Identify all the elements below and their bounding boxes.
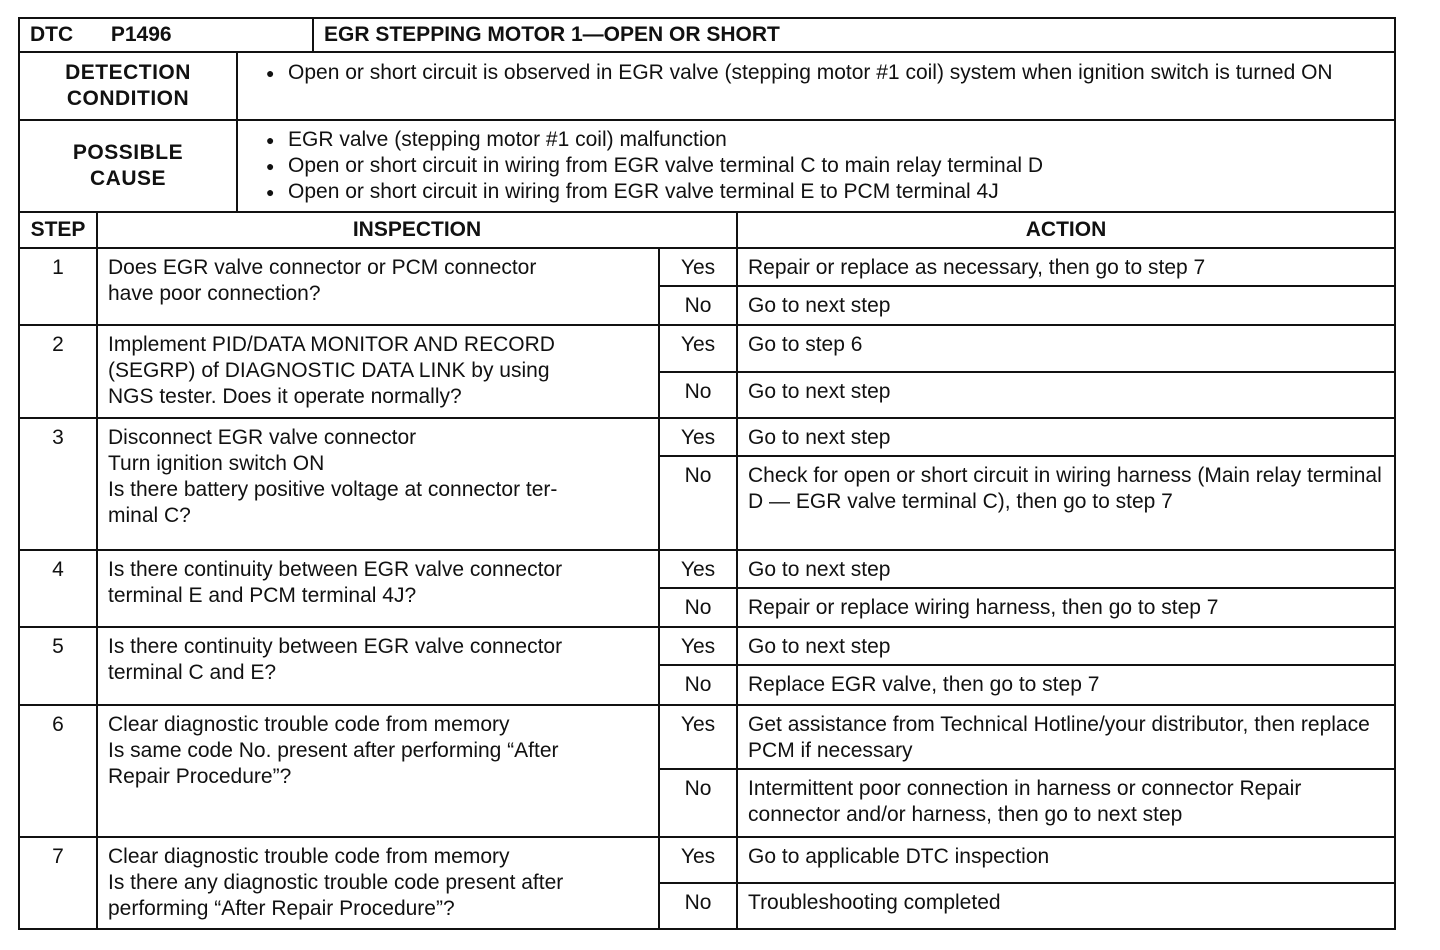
dtc-header-table [18,17,1396,53]
yes-action: Go to step 6 [737,325,1395,372]
step-number: 4 [19,550,97,627]
no-label: No [659,665,737,705]
no-label: No [659,769,737,837]
no-action: Repair or replace wiring harness, then go to step 7 [737,588,1395,627]
yes-label: Yes [659,418,737,456]
inspection-line: Is there any diagnostic trouble code present after [108,871,564,894]
cause-label-line2: CAUSE [89,167,166,190]
cause-label-line1: POSSIBLE [72,141,184,164]
possible-cause-label [19,120,237,212]
step-number: 7 [19,837,97,929]
step-inspection [97,248,659,325]
yes-action: Go to next step [737,550,1395,588]
dtc-code: P1496 [110,23,172,46]
inspection-line: Is there continuity between EGR valve connector [108,558,563,581]
inspection-line: Clear diagnostic trouble code from memory [108,845,510,868]
yes-label: Yes [659,550,737,588]
step-row [19,627,1395,665]
dtc-document [18,17,1394,930]
no-action: Go to next step [737,372,1395,418]
step-row [19,550,1395,588]
yes-label: Yes [659,325,737,372]
no-action: Check for open or short circuit in wiring harness (Main relay terminal D — EGR valve terminal C), then go to step 7 [737,456,1395,550]
detection-label-line1: DETECTION [65,61,191,84]
step-number: 2 [19,325,97,418]
inspection-line: Is same code No. present after performing “After [108,739,559,762]
step-number: 3 [19,418,97,550]
inspection-line: performing “After Repair Procedure”? [108,897,455,920]
detection-condition-label [19,52,237,120]
no-label: No [659,286,737,325]
step-number: 5 [19,627,97,705]
no-action: Go to next step [737,286,1395,325]
no-label: No [659,372,737,418]
step-inspection [97,325,659,418]
condition-table [18,51,1396,213]
possible-cause-content [237,120,1395,212]
cause-item: ● Open or short circuit in wiring from EGR valve terminal C to main relay terminal D [266,153,1384,179]
inspection-line: Turn ignition switch ON [108,452,325,475]
no-label: No [659,883,737,929]
action-column-header: ACTION [737,212,1395,248]
no-action: Troubleshooting completed [737,883,1395,929]
yes-action: Go to next step [737,627,1395,665]
detection-item: ● Open or short circuit is observed in EGR valve (stepping motor #1 coil) system when ignition switch is turned ON [266,60,1384,86]
inspection-line: Is there battery positive voltage at connector ter- [108,478,558,501]
dtc-title: EGR STEPPING MOTOR 1—OPEN OR SHORT [313,18,1395,52]
dtc-label: DTC [30,23,74,46]
no-label: No [659,456,737,550]
inspection-line: (SEGRP) of DIAGNOSTIC DATA LINK by using [108,359,550,382]
yes-action: Repair or replace as necessary, then go to step 7 [737,248,1395,286]
yes-label: Yes [659,627,737,665]
dtc-code-cell [19,18,313,52]
inspection-line: Implement PID/DATA MONITOR AND RECORD [108,333,555,356]
inspection-column-header: INSPECTION [97,212,737,248]
step-inspection [97,837,659,929]
step-row [19,837,1395,883]
yes-label: Yes [659,705,737,769]
detection-condition-content [237,52,1395,120]
step-inspection [97,705,659,837]
inspection-line: NGS tester. Does it operate normally? [108,385,462,408]
yes-action: Go to applicable DTC inspection [737,837,1395,883]
no-action: Intermittent poor connection in harness or connector Repair connector and/or harness, then go to next step [737,769,1395,837]
inspection-line: Is there continuity between EGR valve connector [108,635,563,658]
inspection-line: Disconnect EGR valve connector [108,426,417,449]
inspection-line: have poor connection? [108,282,321,305]
step-column-header: STEP [19,212,97,248]
inspection-line: terminal E and PCM terminal 4J? [108,584,417,607]
step-inspection [97,627,659,705]
inspection-steps-table [18,211,1396,930]
detection-list [248,60,1384,86]
yes-action: Get assistance from Technical Hotline/your distributor, then replace PCM if necessary [737,705,1395,769]
inspection-line: Does EGR valve connector or PCM connector [108,256,537,279]
step-row [19,418,1395,456]
step-row [19,248,1395,286]
yes-label: Yes [659,248,737,286]
cause-item: ● EGR valve (stepping motor #1 coil) malfunction [266,127,1384,153]
detection-label-line2: CONDITION [66,87,190,110]
no-action: Replace EGR valve, then go to step 7 [737,665,1395,705]
step-number: 6 [19,705,97,837]
step-row [19,325,1395,372]
step-inspection [97,418,659,550]
yes-action: Go to next step [737,418,1395,456]
yes-label: Yes [659,837,737,883]
cause-list [248,127,1384,205]
step-row [19,705,1395,769]
inspection-line: Repair Procedure”? [108,765,292,788]
no-label: No [659,588,737,627]
step-inspection [97,550,659,627]
step-number: 1 [19,248,97,325]
inspection-line: terminal C and E? [108,661,277,684]
cause-item: ● Open or short circuit in wiring from EGR valve terminal E to PCM terminal 4J [266,179,1384,205]
inspection-line: Clear diagnostic trouble code from memory [108,713,510,736]
inspection-line: minal C? [108,504,191,527]
